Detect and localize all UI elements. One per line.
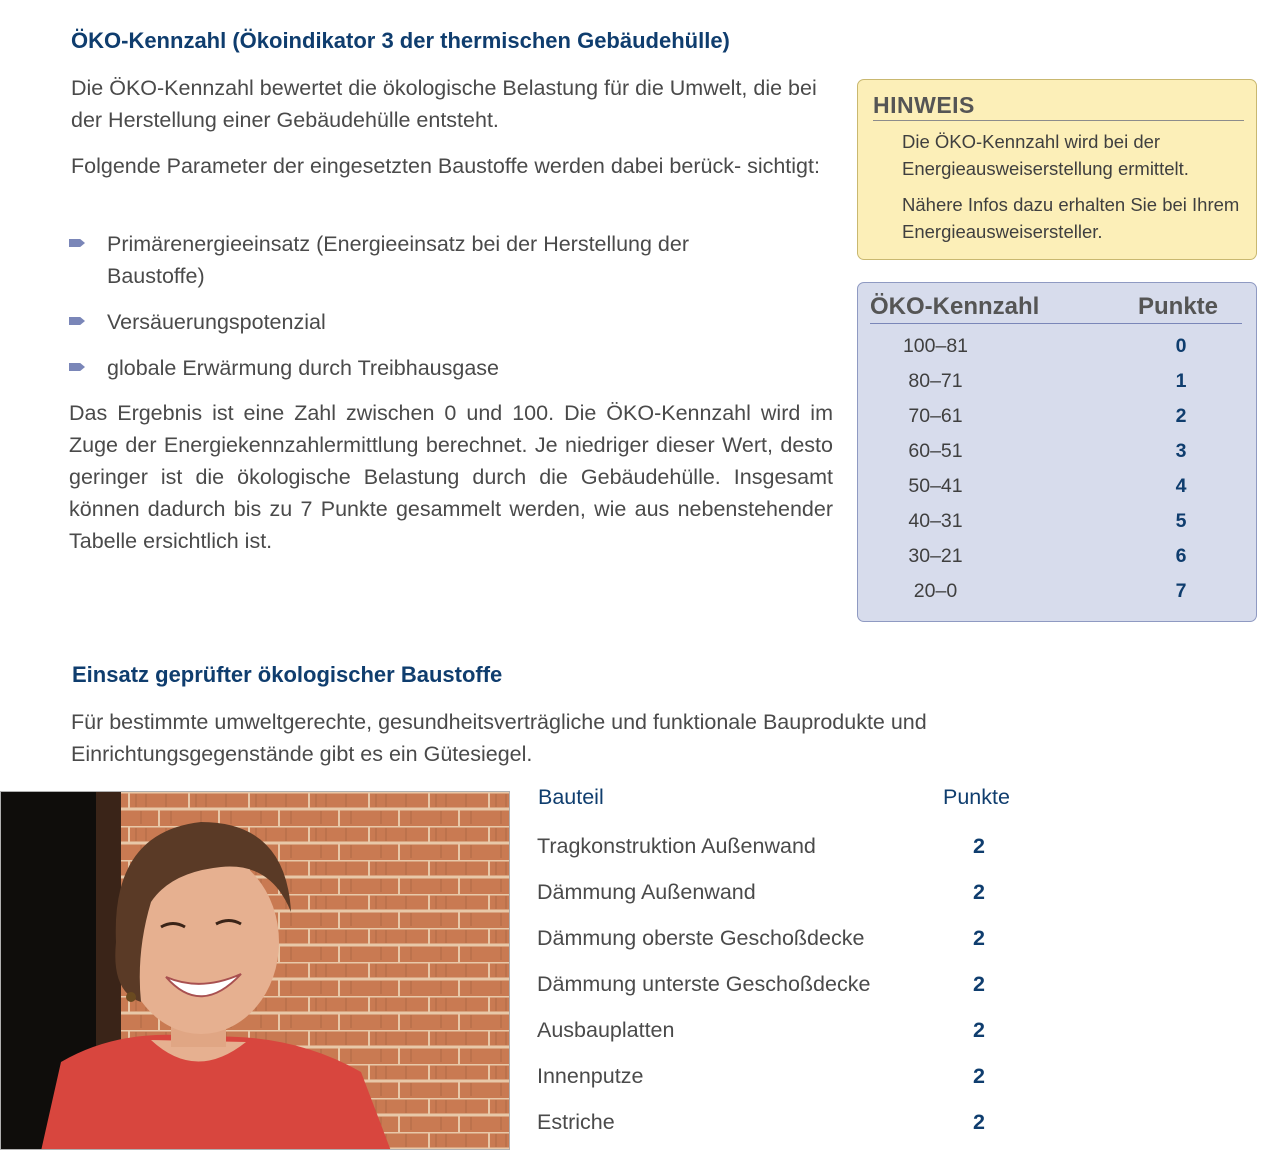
- building-table-header-points: Punkte: [943, 785, 1010, 809]
- score-range: 20–0: [913, 580, 958, 602]
- score-points: 0: [1175, 335, 1187, 357]
- component-name: Dämmung oberste Geschoßdecke: [537, 926, 865, 950]
- table-row: [858, 576, 1258, 611]
- divider: [873, 120, 1244, 121]
- score-range: 50–41: [908, 475, 963, 497]
- table-row: [858, 506, 1258, 541]
- list-item-text: Primärenergieeinsatz (Energieeinsatz bei der Herstellung der Baustoffe): [107, 232, 689, 288]
- hint-title: HINWEIS: [873, 92, 975, 118]
- woman-photo-icon: [0, 791, 510, 1150]
- score-points: 5: [1175, 510, 1187, 532]
- component-points: 2: [973, 926, 985, 950]
- score-points: 6: [1175, 545, 1187, 567]
- score-range: 80–71: [908, 370, 963, 392]
- score-range: 30–21: [908, 545, 963, 567]
- component-name: Innenputze: [537, 1064, 644, 1088]
- table-row: [537, 831, 1037, 865]
- score-range: 100–81: [902, 335, 969, 357]
- parameters-paragraph: Folgende Parameter der eingesetzten Baustoffe werden dabei berück- sichtigt:: [71, 154, 820, 178]
- score-points: 3: [1175, 440, 1187, 462]
- list-item-text: Versäuerungspotenzial: [107, 310, 326, 334]
- seal-paragraph: Für bestimmte umweltgerechte, gesundheitsverträgliche und funktionale Bauprodukte und Einrichtungsgegenstände gibt es ein Gütesiegel.: [71, 710, 927, 766]
- hint-text: Nähere Infos dazu erhalten Sie bei Ihrem Energieausweisersteller.: [902, 194, 1240, 242]
- table-row: [858, 471, 1258, 506]
- table-row: [537, 877, 1037, 911]
- component-name: Dämmung unterste Geschoßdecke: [537, 972, 871, 996]
- section-heading-oeko-kennzahl: ÖKO-Kennzahl (Ökoindikator 3 der thermischen Gebäudehülle): [71, 28, 730, 53]
- section-heading-baustoffe: Einsatz geprüfter ökologischer Baustoffe: [72, 662, 503, 687]
- table-row: [537, 1061, 1037, 1095]
- table-row: [858, 331, 1258, 366]
- score-table: [857, 282, 1257, 622]
- table-row: [858, 401, 1258, 436]
- score-table-header-points: Punkte: [1138, 293, 1219, 320]
- component-name: Estriche: [537, 1110, 615, 1134]
- component-points: 2: [973, 1064, 985, 1088]
- hint-text: Die ÖKO-Kennzahl wird bei der Energieausweiserstellung ermittelt.: [902, 131, 1189, 179]
- table-row: [537, 1015, 1037, 1049]
- component-points: 2: [973, 972, 985, 996]
- component-points: 2: [973, 880, 985, 904]
- list-item-text: globale Erwärmung durch Treibhausgase: [107, 356, 500, 380]
- bullet-arrow-icon: [69, 239, 85, 247]
- result-paragraph: Das Ergebnis ist eine Zahl zwischen 0 und 100. Die ÖKO-Kennzahl wird im Zuge der Energiekennzahlermittlung berechnet. Je niedriger dieser Wert, desto geringer ist die ökologische Belastung durch die Gebäudehülle. Insgesamt können dadurch bis zu 7 Punkte gesammelt werden, wie aus nebenstehender Tabelle ersichtlich ist.: [69, 401, 833, 553]
- component-points: 2: [973, 1018, 985, 1042]
- component-name: Ausbauplatten: [537, 1018, 675, 1042]
- table-row: [858, 541, 1258, 576]
- table-row: [858, 436, 1258, 471]
- table-row: [537, 923, 1037, 957]
- component-points: 2: [973, 834, 985, 858]
- score-range: 60–51: [908, 440, 963, 462]
- hint-box: [857, 79, 1257, 260]
- table-row: [858, 366, 1258, 401]
- component-points: 2: [973, 1110, 985, 1134]
- component-name: Dämmung Außenwand: [537, 880, 756, 904]
- table-row: [537, 969, 1037, 1003]
- component-name: Tragkonstruktion Außenwand: [537, 834, 816, 858]
- building-table-header-component: Bauteil: [538, 785, 604, 809]
- score-range: 70–61: [908, 405, 963, 427]
- score-points: 1: [1175, 370, 1187, 392]
- score-range: 40–31: [908, 510, 963, 532]
- table-row: [537, 1107, 1037, 1141]
- score-points: 4: [1175, 475, 1187, 497]
- bullet-arrow-icon: [69, 363, 85, 371]
- divider: [870, 323, 1242, 324]
- score-points: 2: [1175, 405, 1187, 427]
- score-points: 7: [1175, 580, 1187, 602]
- score-table-header-range: ÖKO-Kennzahl: [870, 293, 1040, 320]
- intro-paragraph: Die ÖKO-Kennzahl bewertet die ökologische Belastung für die Umwelt, die bei der Herstellung einer Gebäudehülle entsteht.: [71, 76, 817, 132]
- bullet-arrow-icon: [69, 317, 85, 325]
